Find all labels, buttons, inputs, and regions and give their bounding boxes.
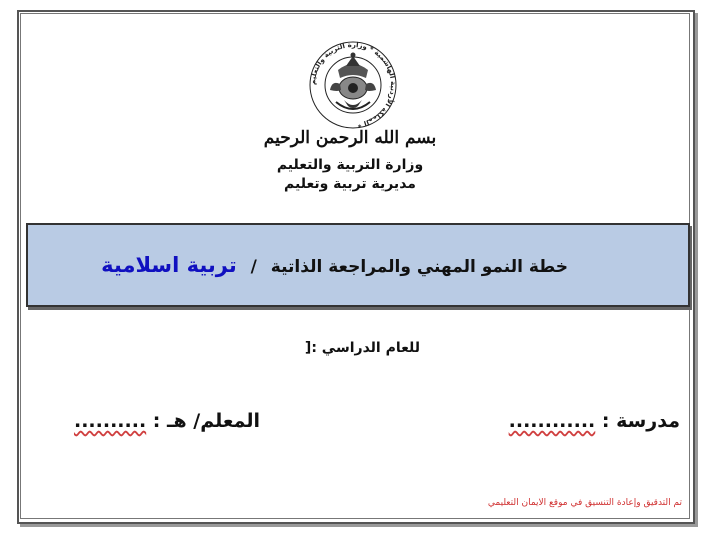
teacher-label: المعلم/ هـ : bbox=[152, 410, 260, 432]
jordan-emblem-icon bbox=[308, 40, 398, 130]
directorate-name: مديرية تربية وتعليم bbox=[284, 176, 416, 192]
footer-credit: تم التدقيق وإعادة التنسيق في موقع الايمان التعليمي bbox=[487, 498, 682, 508]
school-field bbox=[500, 410, 680, 432]
school-label: مدرسة : bbox=[601, 410, 680, 432]
banner-separator: / bbox=[250, 257, 257, 277]
ministry-name: وزارة التربية والتعليم bbox=[276, 157, 424, 173]
academic-year-label: للعام الدراسي :[ bbox=[304, 340, 420, 356]
banner-heading bbox=[101, 253, 568, 277]
banner-title: خطة النمو المهني والمراجعة الذاتية bbox=[270, 257, 568, 277]
teacher-value: .......... bbox=[73, 410, 147, 432]
title-banner bbox=[26, 223, 690, 307]
basmala: بسم الله الرحمن الرحيم bbox=[263, 128, 437, 148]
school-value: ............ bbox=[508, 410, 596, 432]
emblem-ring-text: المملكة الأردنية الهاشمية * وزارة التربية والتعليم * bbox=[308, 40, 398, 129]
teacher-field bbox=[70, 410, 260, 432]
banner-subject: تربية اسلامية bbox=[101, 253, 237, 277]
